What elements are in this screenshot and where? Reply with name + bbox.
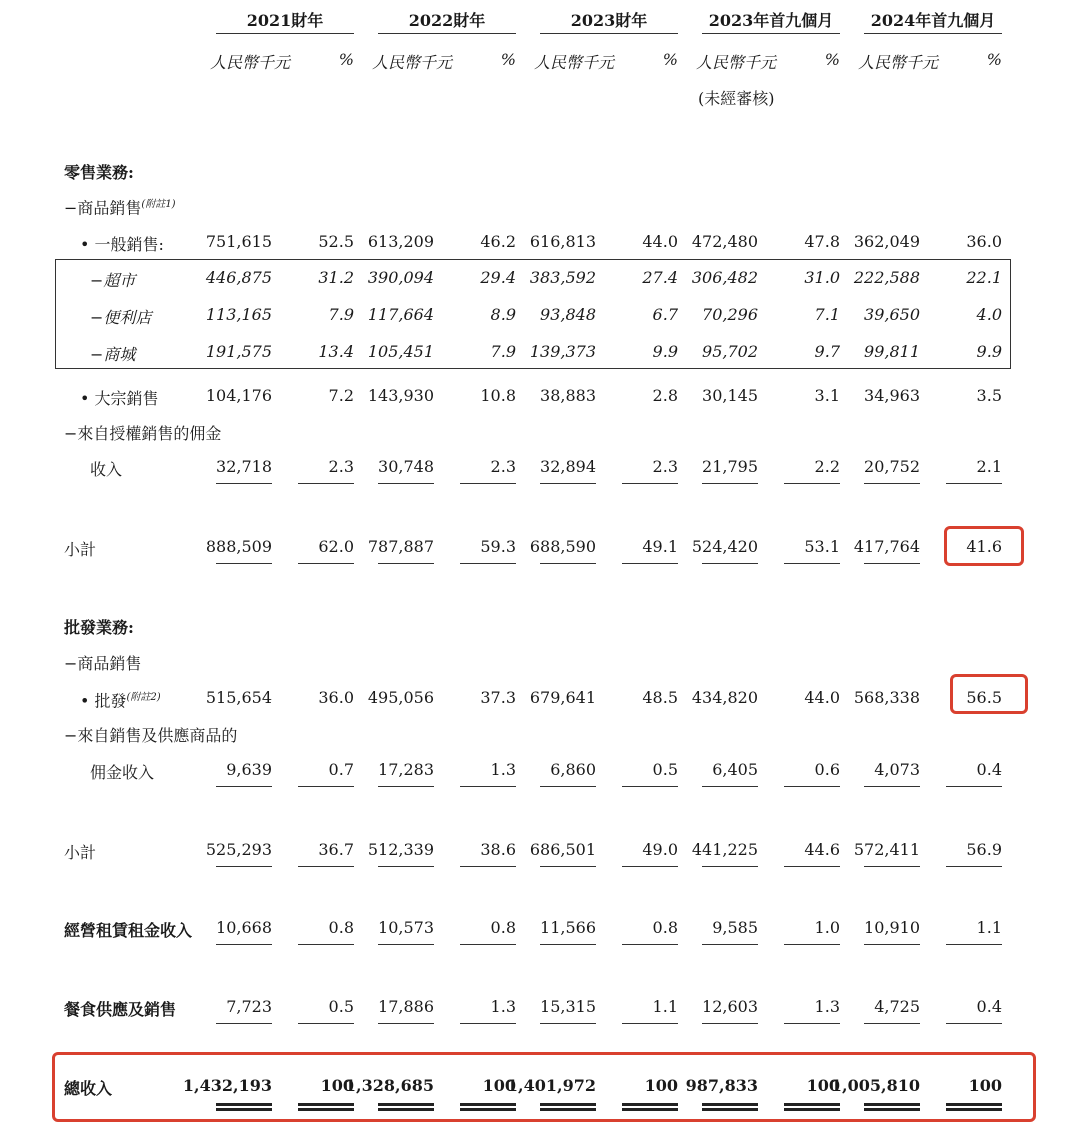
cell-licensed: 32,718 (216, 457, 272, 476)
header-rule (216, 33, 354, 34)
period-header: 2023財年 (570, 11, 648, 30)
underline (378, 1023, 434, 1024)
highlight-wholesale-pct (950, 674, 1028, 714)
unaudited-note: (未經審核) (698, 89, 775, 108)
cell-convenience: 7.9 (328, 305, 354, 324)
label-catering: 餐食供應及銷售 (64, 1000, 177, 1019)
cell-mall: 7.9 (490, 342, 516, 361)
period-header: 2021財年 (246, 11, 324, 30)
cell-mall: 9.9 (652, 342, 678, 361)
label-bulk-sales: • 大宗銷售 (80, 389, 159, 408)
underline (460, 1023, 516, 1024)
cell-lease: 1.0 (814, 918, 840, 937)
cell-catering: 4,725 (874, 997, 920, 1016)
underline (378, 866, 434, 867)
cell-licensed: 21,795 (702, 457, 758, 476)
cell-lease: 9,585 (712, 918, 758, 937)
label-licensed-commission: −來自授權銷售的佣金 (64, 424, 222, 443)
cell-bulk: 38,883 (540, 386, 596, 405)
pct-unit: % (338, 50, 354, 69)
cell-convenience: 4.0 (976, 305, 1002, 324)
highlight-total-revenue (52, 1052, 1036, 1122)
cell-lease: 10,668 (216, 918, 272, 937)
underline (298, 483, 354, 484)
underline (702, 483, 758, 484)
cell-consign: 4,073 (874, 760, 920, 779)
cell-consign: 6,860 (550, 760, 596, 779)
label-licensed-commission-2: 收入 (90, 460, 123, 479)
underline (298, 563, 354, 564)
underline (864, 483, 920, 484)
cell-whole_sub: 44.6 (804, 840, 840, 859)
cell-convenience: 117,664 (367, 305, 434, 324)
cell-licensed: 20,752 (864, 457, 920, 476)
cell-supermarket: 31.0 (804, 268, 840, 287)
label-consign-commission: −來自銷售及供應商品的 (64, 726, 238, 745)
label-mall: −商城 (90, 345, 136, 364)
cell-catering: 1.3 (814, 997, 840, 1016)
underline (298, 786, 354, 787)
cell-catering: 17,886 (378, 997, 434, 1016)
cell-bulk: 104,176 (205, 386, 272, 405)
cell-general: 472,480 (691, 232, 758, 251)
cell-catering: 1.3 (490, 997, 516, 1016)
cell-mall: 139,373 (529, 342, 596, 361)
cell-lease: 11,566 (540, 918, 596, 937)
cell-convenience: 7.1 (814, 305, 840, 324)
underline (378, 786, 434, 787)
underline (460, 563, 516, 564)
cell-convenience: 8.9 (490, 305, 516, 324)
cell-consign: 0.4 (976, 760, 1002, 779)
cell-wholesale: 495,056 (367, 688, 434, 707)
underline (216, 483, 272, 484)
underline (946, 786, 1002, 787)
label-wholesale: • 批發$^{(附註2)}$ (80, 691, 161, 711)
amount-unit: 人民幣千元 (372, 53, 453, 72)
cell-catering: 0.5 (328, 997, 354, 1016)
underline (946, 483, 1002, 484)
cell-total: 100 (320, 1076, 354, 1095)
cell-wholesale: 37.3 (480, 688, 516, 707)
cell-whole_sub: 441,225 (691, 840, 758, 859)
underline (622, 944, 678, 945)
cell-mall: 9.7 (814, 342, 840, 361)
underline (622, 1023, 678, 1024)
underline (864, 563, 920, 564)
cell-total: 100 (806, 1076, 840, 1095)
underline (216, 944, 272, 945)
cell-consign: 0.5 (652, 760, 678, 779)
underline (864, 866, 920, 867)
cell-general: 616,813 (529, 232, 596, 251)
label-goods-sales-retail: −商品銷售$^{(附註1)}$ (64, 198, 176, 218)
cell-supermarket: 446,875 (205, 268, 272, 287)
highlight-retail-subtotal-pct (944, 526, 1024, 566)
underline (864, 786, 920, 787)
cell-whole_sub: 512,339 (367, 840, 434, 859)
period-header: 2023年首九個月 (708, 11, 834, 30)
underline (784, 866, 840, 867)
cell-lease: 10,910 (864, 918, 920, 937)
underline (460, 786, 516, 787)
label-supermarket: −超市 (90, 271, 136, 290)
underline (216, 563, 272, 564)
cell-catering: 1.1 (652, 997, 678, 1016)
cell-bulk: 143,930 (367, 386, 434, 405)
cell-consign: 17,283 (378, 760, 434, 779)
underline (946, 866, 1002, 867)
underline (622, 866, 678, 867)
cell-whole_sub: 36.7 (318, 840, 354, 859)
label-consign-commission-2: 佣金收入 (90, 763, 155, 782)
cell-supermarket: 306,482 (691, 268, 758, 287)
underline (946, 944, 1002, 945)
underline (378, 563, 434, 564)
cell-licensed: 2.3 (652, 457, 678, 476)
cell-bulk: 2.8 (652, 386, 678, 405)
header-rule (378, 33, 516, 34)
cell-licensed: 30,748 (378, 457, 434, 476)
channel-breakdown-box (55, 259, 1011, 369)
underline (622, 786, 678, 787)
cell-lease: 0.8 (490, 918, 516, 937)
cell-wholesale: 434,820 (691, 688, 758, 707)
cell-mall: 9.9 (976, 342, 1002, 361)
cell-general: 36.0 (966, 232, 1002, 251)
cell-supermarket: 22.1 (966, 268, 1002, 287)
cell-supermarket: 390,094 (367, 268, 434, 287)
label-goods-sales-wholesale: −商品銷售 (64, 654, 142, 673)
cell-catering: 0.4 (976, 997, 1002, 1016)
cell-supermarket: 222,588 (853, 268, 920, 287)
cell-total: 100 (482, 1076, 516, 1095)
underline (460, 944, 516, 945)
label-wholesale-subtotal: 小計 (64, 843, 97, 862)
cell-total: 1,401,972 (506, 1076, 596, 1095)
cell-retail_sub: 41.6 (966, 537, 1002, 556)
label-convenience: −便利店 (90, 308, 152, 327)
cell-general: 46.2 (480, 232, 516, 251)
cell-lease: 0.8 (328, 918, 354, 937)
cell-general: 362,049 (853, 232, 920, 251)
cell-wholesale: 44.0 (804, 688, 840, 707)
amount-unit: 人民幣千元 (210, 53, 291, 72)
cell-mall: 95,702 (702, 342, 758, 361)
underline (216, 786, 272, 787)
period-header: 2022財年 (408, 11, 486, 30)
cell-mall: 99,811 (864, 342, 920, 361)
label-general-sales: • 一般銷售: (80, 235, 164, 254)
amount-unit: 人民幣千元 (534, 53, 615, 72)
underline (460, 483, 516, 484)
cell-lease: 0.8 (652, 918, 678, 937)
header-rule (540, 33, 678, 34)
amount-unit: 人民幣千元 (696, 53, 777, 72)
cell-whole_sub: 572,411 (853, 840, 920, 859)
cell-retail_sub: 59.3 (480, 537, 516, 556)
cell-bulk: 34,963 (864, 386, 920, 405)
cell-total: 987,833 (685, 1076, 758, 1095)
cell-bulk: 10.8 (480, 386, 516, 405)
cell-whole_sub: 56.9 (966, 840, 1002, 859)
cell-wholesale: 679,641 (529, 688, 596, 707)
cell-retail_sub: 888,509 (205, 537, 272, 556)
underline (702, 563, 758, 564)
cell-bulk: 3.5 (976, 386, 1002, 405)
cell-consign: 0.7 (328, 760, 354, 779)
period-header: 2024年首九個月 (870, 11, 996, 30)
underline (540, 1023, 596, 1024)
cell-wholesale: 48.5 (642, 688, 678, 707)
underline (702, 866, 758, 867)
cell-catering: 15,315 (540, 997, 596, 1016)
label-total-revenue: 總收入 (64, 1079, 113, 1098)
cell-mall: 13.4 (318, 342, 354, 361)
cell-retail_sub: 787,887 (367, 537, 434, 556)
cell-consign: 6,405 (712, 760, 758, 779)
cell-retail_sub: 688,590 (529, 537, 596, 556)
cell-total: 1,328,685 (344, 1076, 434, 1095)
pct-unit: % (500, 50, 516, 69)
cell-licensed: 2.2 (814, 457, 840, 476)
cell-wholesale: 36.0 (318, 688, 354, 707)
cell-bulk: 3.1 (814, 386, 840, 405)
cell-general: 613,209 (367, 232, 434, 251)
cell-licensed: 2.3 (328, 457, 354, 476)
cell-catering: 7,723 (226, 997, 272, 1016)
cell-convenience: 70,296 (702, 305, 758, 324)
cell-retail_sub: 417,764 (853, 537, 920, 556)
cell-whole_sub: 525,293 (205, 840, 272, 859)
cell-wholesale: 515,654 (205, 688, 272, 707)
cell-consign: 1.3 (490, 760, 516, 779)
cell-supermarket: 27.4 (642, 268, 678, 287)
cell-supermarket: 29.4 (480, 268, 516, 287)
cell-total: 100 (644, 1076, 678, 1095)
underline (784, 944, 840, 945)
cell-general: 52.5 (318, 232, 354, 251)
underline (378, 944, 434, 945)
underline (540, 483, 596, 484)
underline (540, 944, 596, 945)
cell-supermarket: 31.2 (318, 268, 354, 287)
cell-total: 100 (968, 1076, 1002, 1095)
cell-convenience: 39,650 (864, 305, 920, 324)
pct-unit: % (986, 50, 1002, 69)
underline (378, 483, 434, 484)
section-wholesale: 批發業務: (64, 618, 134, 637)
cell-general: 44.0 (642, 232, 678, 251)
label-retail-subtotal: 小計 (64, 540, 97, 559)
cell-catering: 12,603 (702, 997, 758, 1016)
underline (946, 1023, 1002, 1024)
header-rule (864, 33, 1002, 34)
underline (702, 944, 758, 945)
underline (784, 563, 840, 564)
cell-whole_sub: 686,501 (529, 840, 596, 859)
underline (540, 563, 596, 564)
pct-unit: % (824, 50, 840, 69)
cell-lease: 10,573 (378, 918, 434, 937)
cell-wholesale: 568,338 (853, 688, 920, 707)
header-rule (702, 33, 840, 34)
cell-consign: 0.6 (814, 760, 840, 779)
cell-total: 1,005,810 (830, 1076, 920, 1095)
cell-general: 47.8 (804, 232, 840, 251)
underline (784, 786, 840, 787)
label-lease-income: 經營租賃租金收入 (64, 921, 193, 940)
cell-whole_sub: 49.0 (642, 840, 678, 859)
cell-retail_sub: 524,420 (691, 537, 758, 556)
cell-convenience: 113,165 (205, 305, 272, 324)
cell-general: 751,615 (205, 232, 272, 251)
underline (622, 483, 678, 484)
cell-mall: 191,575 (205, 342, 272, 361)
underline (460, 866, 516, 867)
underline (298, 1023, 354, 1024)
cell-convenience: 93,848 (540, 305, 596, 324)
cell-licensed: 32,894 (540, 457, 596, 476)
section-retail: 零售業務: (64, 163, 134, 182)
cell-whole_sub: 38.6 (480, 840, 516, 859)
underline (784, 483, 840, 484)
underline (216, 1023, 272, 1024)
cell-retail_sub: 53.1 (804, 537, 840, 556)
cell-supermarket: 383,592 (529, 268, 596, 287)
underline (702, 1023, 758, 1024)
cell-bulk: 30,145 (702, 386, 758, 405)
cell-consign: 9,639 (226, 760, 272, 779)
cell-wholesale: 56.5 (966, 688, 1002, 707)
cell-total: 1,432,193 (182, 1076, 272, 1095)
underline (298, 866, 354, 867)
pct-unit: % (662, 50, 678, 69)
underline (540, 866, 596, 867)
cell-bulk: 7.2 (328, 386, 354, 405)
cell-licensed: 2.1 (976, 457, 1002, 476)
underline (540, 786, 596, 787)
cell-convenience: 6.7 (652, 305, 678, 324)
cell-mall: 105,451 (367, 342, 434, 361)
underline (216, 866, 272, 867)
cell-retail_sub: 49.1 (642, 537, 678, 556)
underline (864, 944, 920, 945)
underline (864, 1023, 920, 1024)
underline (622, 563, 678, 564)
cell-lease: 1.1 (976, 918, 1002, 937)
underline (784, 1023, 840, 1024)
underline (702, 786, 758, 787)
cell-retail_sub: 62.0 (318, 537, 354, 556)
cell-licensed: 2.3 (490, 457, 516, 476)
amount-unit: 人民幣千元 (858, 53, 939, 72)
underline (298, 944, 354, 945)
